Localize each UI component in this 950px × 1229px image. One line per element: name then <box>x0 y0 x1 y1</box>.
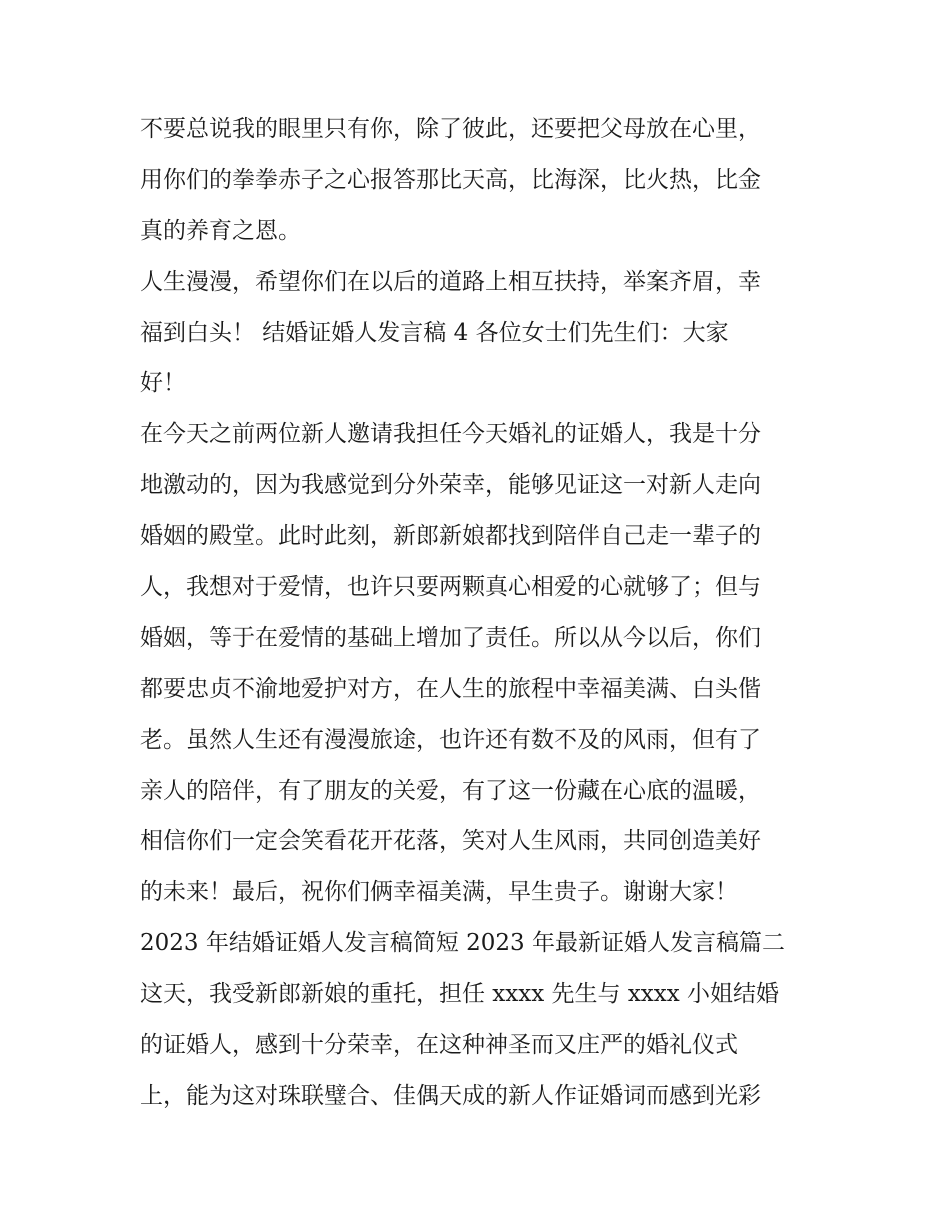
text-line: 在今天之前两位新人邀请我担任今天婚礼的证婚人，我是十分 <box>140 421 761 448</box>
text-line: 这天，我受新郎新娘的重托，担任 xxxx 先生与 xxxx 小姐结婚 <box>140 981 780 1008</box>
text-line: 真的养育之恩。 <box>140 217 301 244</box>
text-line: 相信你们一定会笑看花开花落，笑对人生风雨，共同创造美好 <box>140 828 761 855</box>
text-line: 人生漫漫，希望你们在以后的道路上相互扶持，举案齐眉，幸 <box>140 268 761 295</box>
text-line: 的证婚人，感到十分荣幸，在这种神圣而又庄严的婚礼仪式 <box>140 1032 738 1059</box>
text-line: 老。虽然人生还有漫漫旅途，也许还有数不及的风雨，但有了 <box>140 726 761 753</box>
text-line: 婚姻，等于在爱情的基础上增加了责任。所以从今以后，你们 <box>140 624 761 651</box>
text-line: 的未来！最后，祝你们俩幸福美满，早生贵子。谢谢大家！ <box>140 879 738 906</box>
text-line: 好！ <box>140 370 186 397</box>
text-line: 福到白头！ 结婚证婚人发言稿 4 各位女士们先生们：大家 <box>140 319 729 346</box>
text-line: 用你们的拳拳赤子之心报答那比天高，比海深，比火热，比金 <box>140 166 761 193</box>
document-body <box>140 104 820 1122</box>
text-line: 不要总说我的眼里只有你，除了彼此，还要把父母放在心里， <box>140 116 761 142</box>
text-line: 都要忠贞不渝地爱护对方，在人生的旅程中幸福美满、白头偕 <box>140 675 761 702</box>
text-line: 亲人的陪伴，有了朋友的关爱，有了这一份藏在心底的温暖， <box>140 777 761 804</box>
text-line: 2023 年结婚证婚人发言稿简短 2023 年最新证婚人发言稿篇二 <box>140 930 785 957</box>
text-line: 人，我想对于爱情，也许只要两颗真心相爱的心就够了；但与 <box>140 574 761 601</box>
text-line: 地激动的，因为我感觉到分外荣幸，能够见证这一对新人走向 <box>140 472 761 499</box>
text-line: 上，能为这对珠联璧合、佳偶天成的新人作证婚词而感到光彩 <box>140 1082 761 1109</box>
text-line: 婚姻的殿堂。此时此刻，新郎新娘都找到陪伴自己走一辈子的 <box>140 523 761 550</box>
